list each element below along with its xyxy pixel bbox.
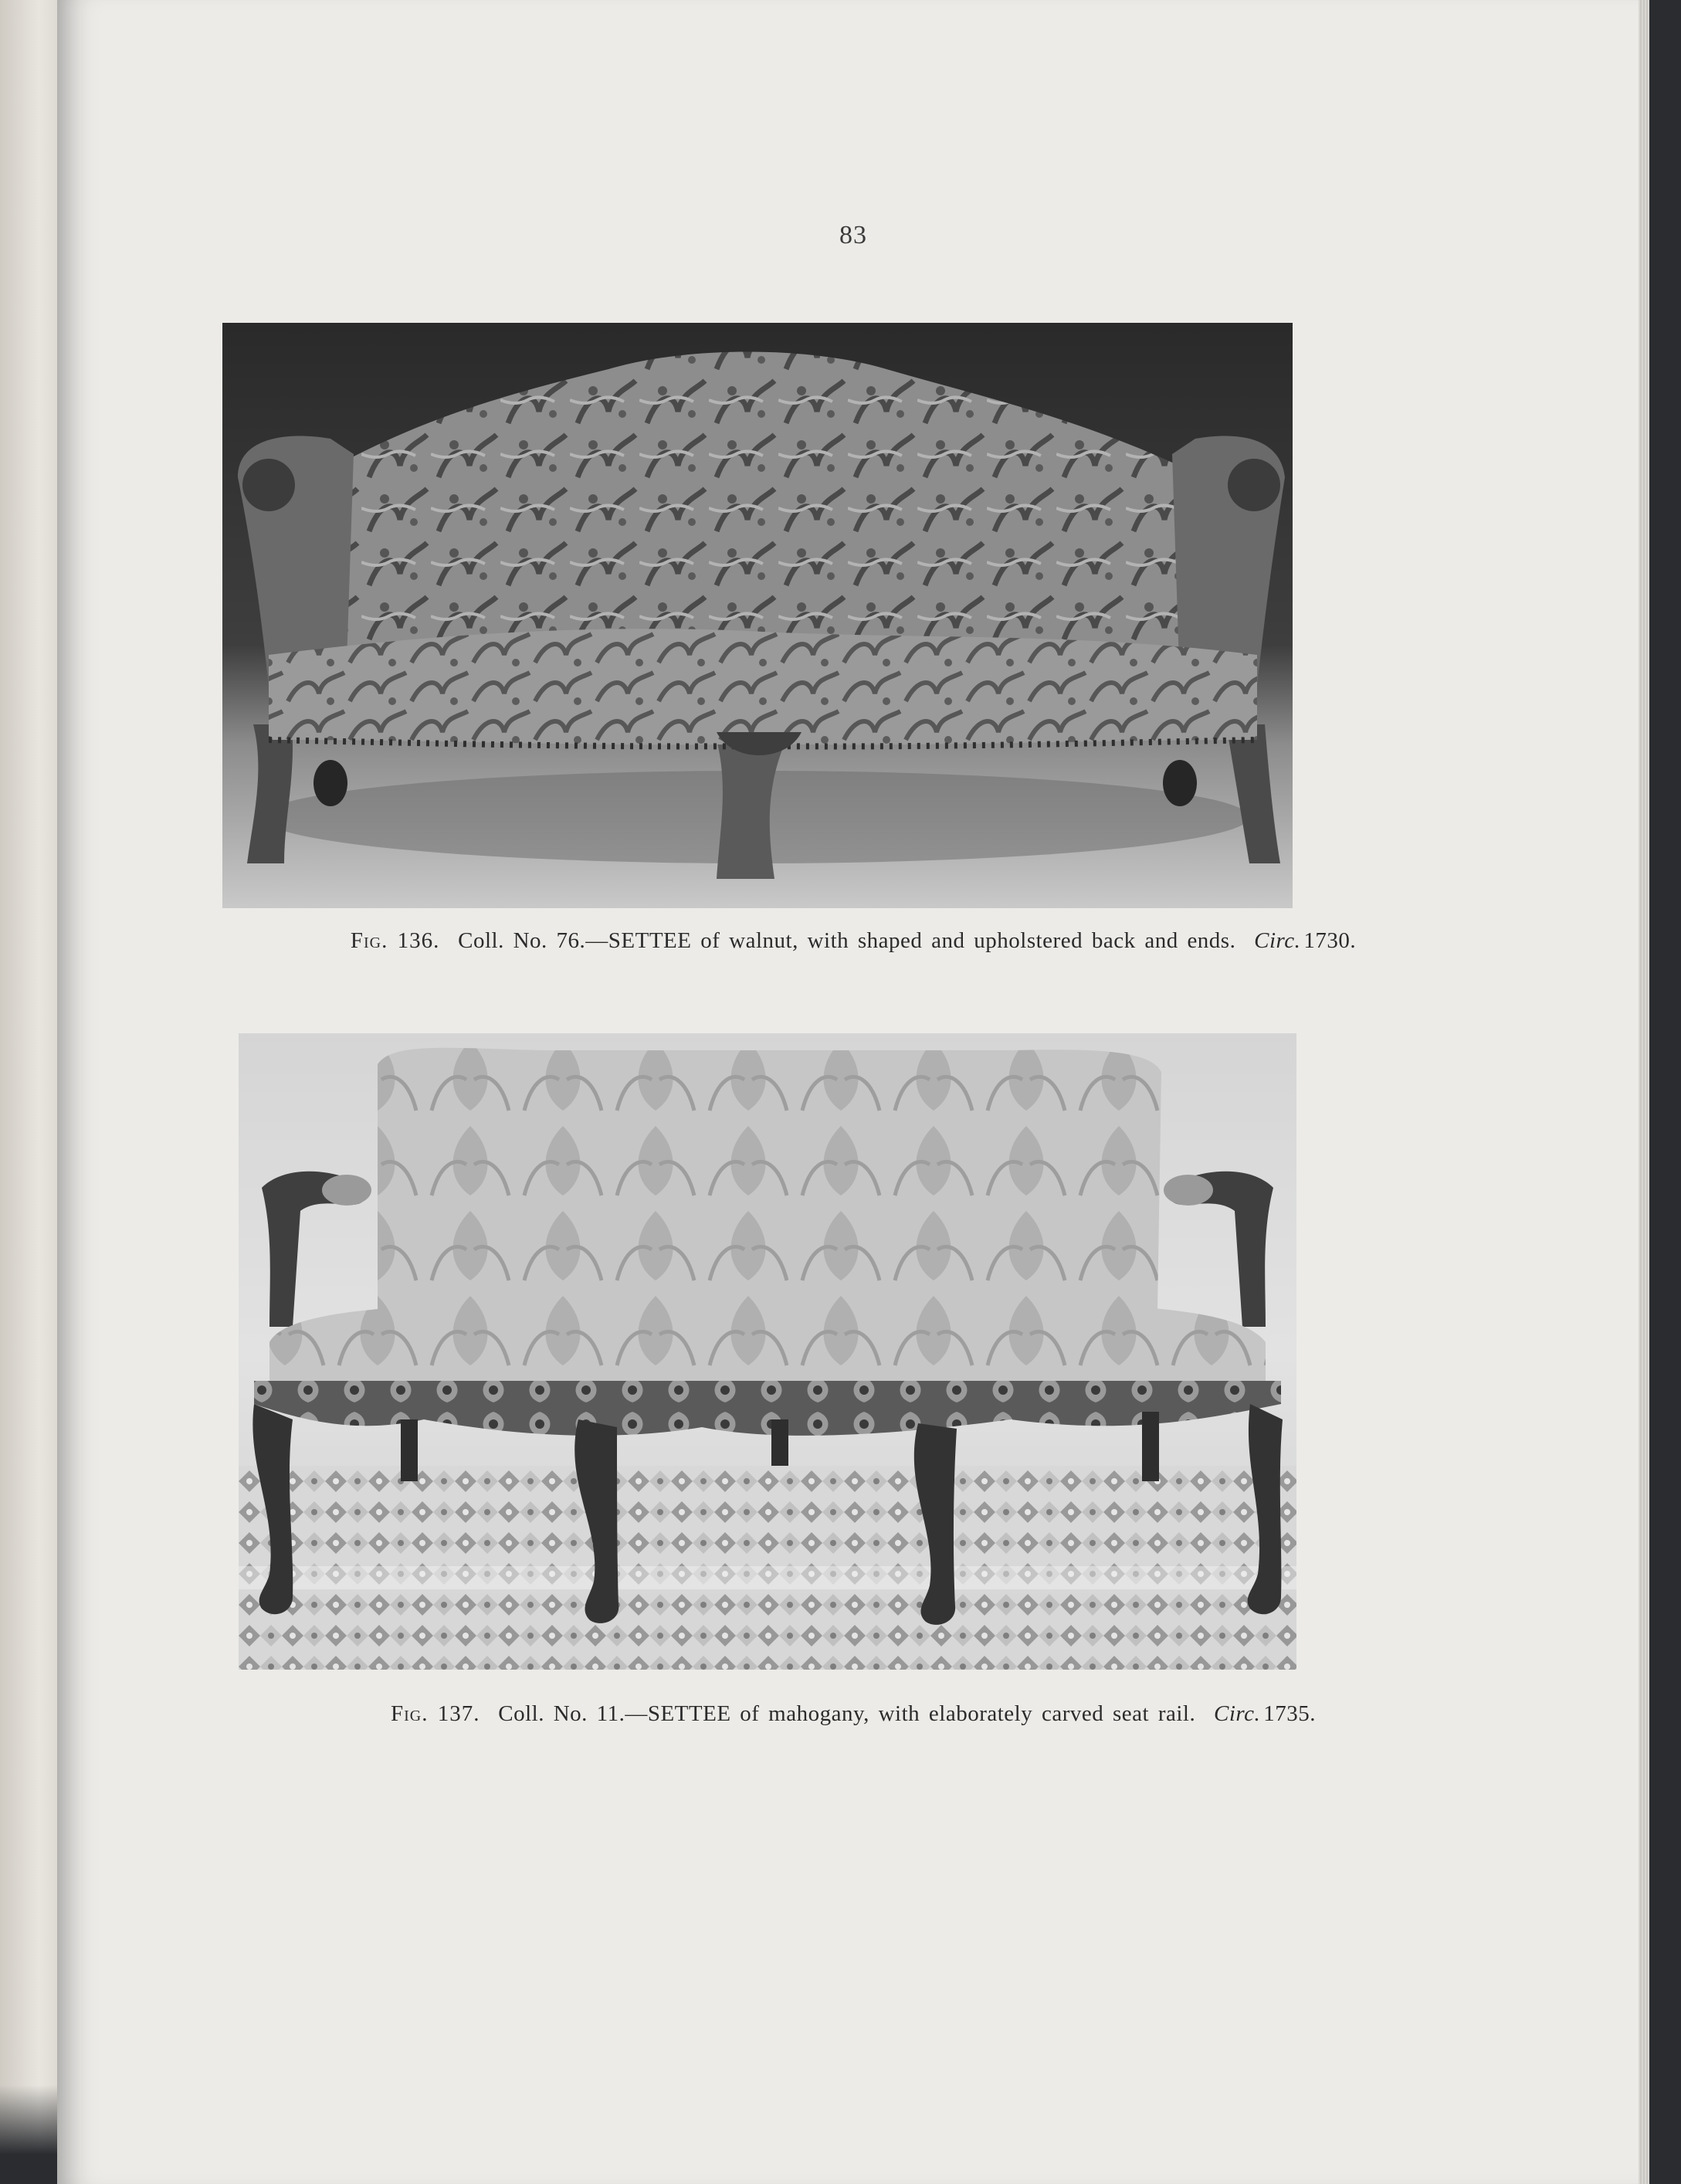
figure-137-photograph <box>239 1033 1296 1670</box>
page-stack-edge <box>1639 0 1649 2184</box>
figure-136-photograph <box>222 323 1293 908</box>
circa-label: Circ. <box>1254 928 1301 953</box>
collection-number: Coll. No. 76. <box>458 928 586 953</box>
page-number: 83 <box>839 221 867 249</box>
walnut-settee-image <box>222 323 1293 908</box>
book-page <box>57 0 1649 2184</box>
circa-label: Circ. <box>1213 1701 1261 1726</box>
figure-136-caption <box>57 928 1649 954</box>
collection-number: Coll. No. 11. <box>498 1701 625 1726</box>
figure-137-caption <box>57 1701 1649 1727</box>
figure-label: Fig. 136. <box>350 928 440 953</box>
circa-year: 1730. <box>1303 928 1357 953</box>
figure-label: Fig. 137. <box>391 1701 480 1726</box>
figure-description: —SETTEE of walnut, with shaped and upholstered back and ends. <box>585 928 1236 953</box>
circa-year: 1735. <box>1263 1701 1316 1726</box>
figure-description: —SETTEE of mahogany, with elaborately carved seat rail. <box>625 1701 1196 1726</box>
mahogany-settee-image <box>239 1033 1296 1670</box>
